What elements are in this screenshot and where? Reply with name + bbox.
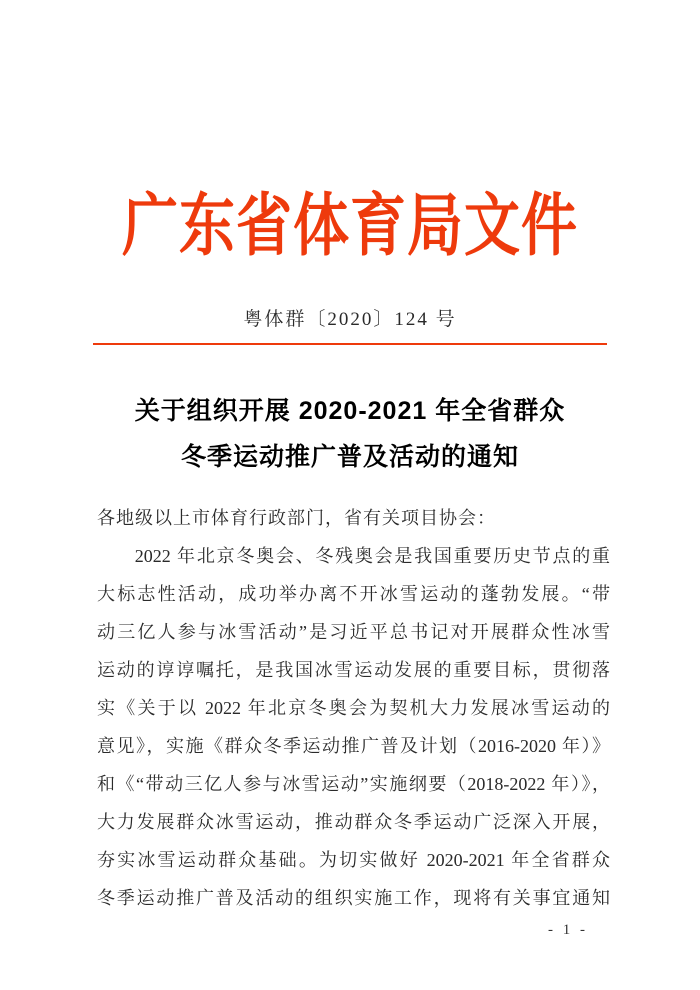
agency-banner-title: 广东省体育局文件 xyxy=(122,189,578,265)
body-line: 夯实冰雪运动群众基础。为切实做好 2020-2021 年全省群众 xyxy=(97,850,610,870)
body-line: 实《关于以 2022 年北京冬奥会为契机大力发展冰雪运动的 xyxy=(97,698,610,718)
document-title-line1: 关于组织开展 2020-2021 年全省群众 xyxy=(134,397,566,425)
body-line: 和《“带动三亿人参与冰雪运动”实施纲要（2018-2022 年）》， xyxy=(97,774,610,794)
page-number: - 1 - xyxy=(548,922,588,938)
body-line: 运动的谆谆嘱托，是我国冰雪运动发展的重要目标，贯彻落 xyxy=(97,660,610,680)
document-number: 粤体群〔2020〕124 号 xyxy=(243,309,457,330)
salutation-line: 各地级以上市体育行政部门，省有关项目协会： xyxy=(97,508,496,528)
body-line: 大标志性活动，成功举办离不开冰雪运动的蓬勃发展。“带 xyxy=(97,584,610,604)
document-title-line2: 冬季运动推广普及活动的通知 xyxy=(180,443,519,471)
document-body xyxy=(97,499,610,917)
body-line: 冬季运动推广普及活动的组织实施工作，现将有关事宜通知 xyxy=(97,888,610,908)
body-line: 2022 年北京冬奥会、冬残奥会是我国重要历史节点的重 xyxy=(134,546,610,566)
document-title xyxy=(0,388,700,480)
body-line: 大力发展群众冰雪运动，推动群众冬季运动广泛深入开展， xyxy=(97,812,610,832)
header-divider-line xyxy=(93,343,607,345)
body-line: 动三亿人参与冰雪活动”是习近平总书记对开展群众性冰雪 xyxy=(97,622,610,642)
body-line: 意见》，实施《群众冬季运动推广普及计划（2016-2020 年）》 xyxy=(97,736,610,756)
